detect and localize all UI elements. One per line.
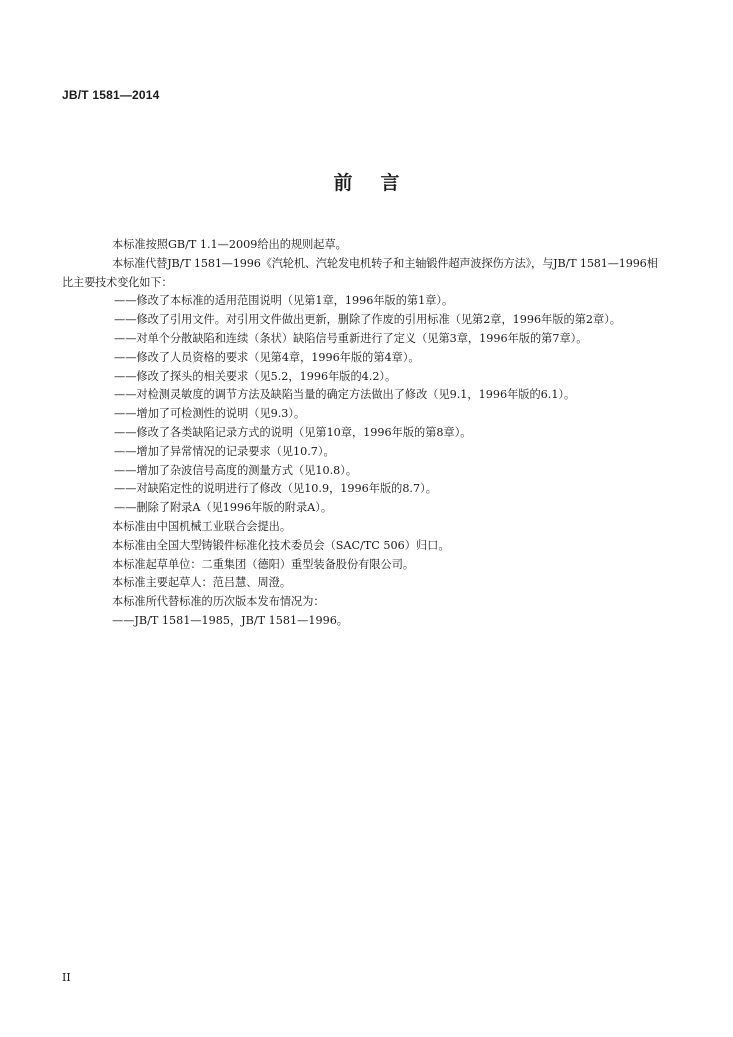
change-item: ——对缺陷定性的说明进行了修改（见10.9，1996年版的8.7）。 <box>114 482 437 496</box>
page-number: II <box>62 971 71 984</box>
page-title: 前言 <box>333 172 428 194</box>
paragraph-history-versions: ——JB/T 1581—1985，JB/T 1581—1996。 <box>112 613 348 627</box>
paragraph-drafters: 本标准主要起草人：范吕慧、周澄。 <box>112 576 292 590</box>
change-item: ——修改了各类缺陷记录方式的说明（见第10章，1996年版的第8章）。 <box>114 425 472 439</box>
change-item: ——修改了引用文件。对引用文件做出更新，删除了作废的引用标准（见第2章，1996年版的第2章）。 <box>114 313 621 327</box>
change-item: ——对检测灵敏度的调节方法及缺陷当量的确定方法做出了修改（见9.1，1996年版的6.1）。 <box>114 388 576 402</box>
paragraph-replacement: 本标准代替JB/T 1581—1996《汽轮机、汽轮发电机转子和主轴锻件超声波探伤方法》，与JB/T 1581—1996相比主要技术变化如下： <box>62 256 658 289</box>
change-item: ——修改了本标准的适用范围说明（见第1章，1996年版的第1章）。 <box>114 294 454 308</box>
foreword-body <box>62 236 666 631</box>
change-item: ——修改了人员资格的要求（见第4章，1996年版的第4章）。 <box>114 350 420 364</box>
standard-code-header: JB/T 1581—2014 <box>62 88 160 102</box>
change-item: ——修改了探头的相关要求（见5.2，1996年版的4.2）。 <box>114 369 397 383</box>
paragraph-committee: 本标准由全国大型铸锻件标准化技术委员会（SAC/TC 506）归口。 <box>112 538 450 552</box>
paragraph-history-intro: 本标准所代替标准的历次版本发布情况为： <box>112 595 325 609</box>
changes-list <box>62 292 666 518</box>
change-item: ——增加了杂波信号高度的测量方式（见10.8）。 <box>114 463 358 477</box>
change-item: ——增加了异常情况的记录要求（见10.7）。 <box>114 444 335 458</box>
paragraph-drafting-rules: 本标准按照GB/T 1.1—2009给出的规则起草。 <box>112 238 347 251</box>
change-item: ——对单个分散缺陷和连续（条状）缺陷信号重新进行了定义（见第3章，1996年版的第7章）。 <box>114 331 588 345</box>
change-item: ——删除了附录A（见1996年版的附录A）。 <box>114 501 333 515</box>
change-item: ——增加了可检测性的说明（见9.3）。 <box>114 407 306 421</box>
paragraph-drafting-unit: 本标准起草单位：二重集团（德阳）重型装备股份有限公司。 <box>112 557 415 571</box>
paragraph-proposer: 本标准由中国机械工业联合会提出。 <box>112 519 292 533</box>
